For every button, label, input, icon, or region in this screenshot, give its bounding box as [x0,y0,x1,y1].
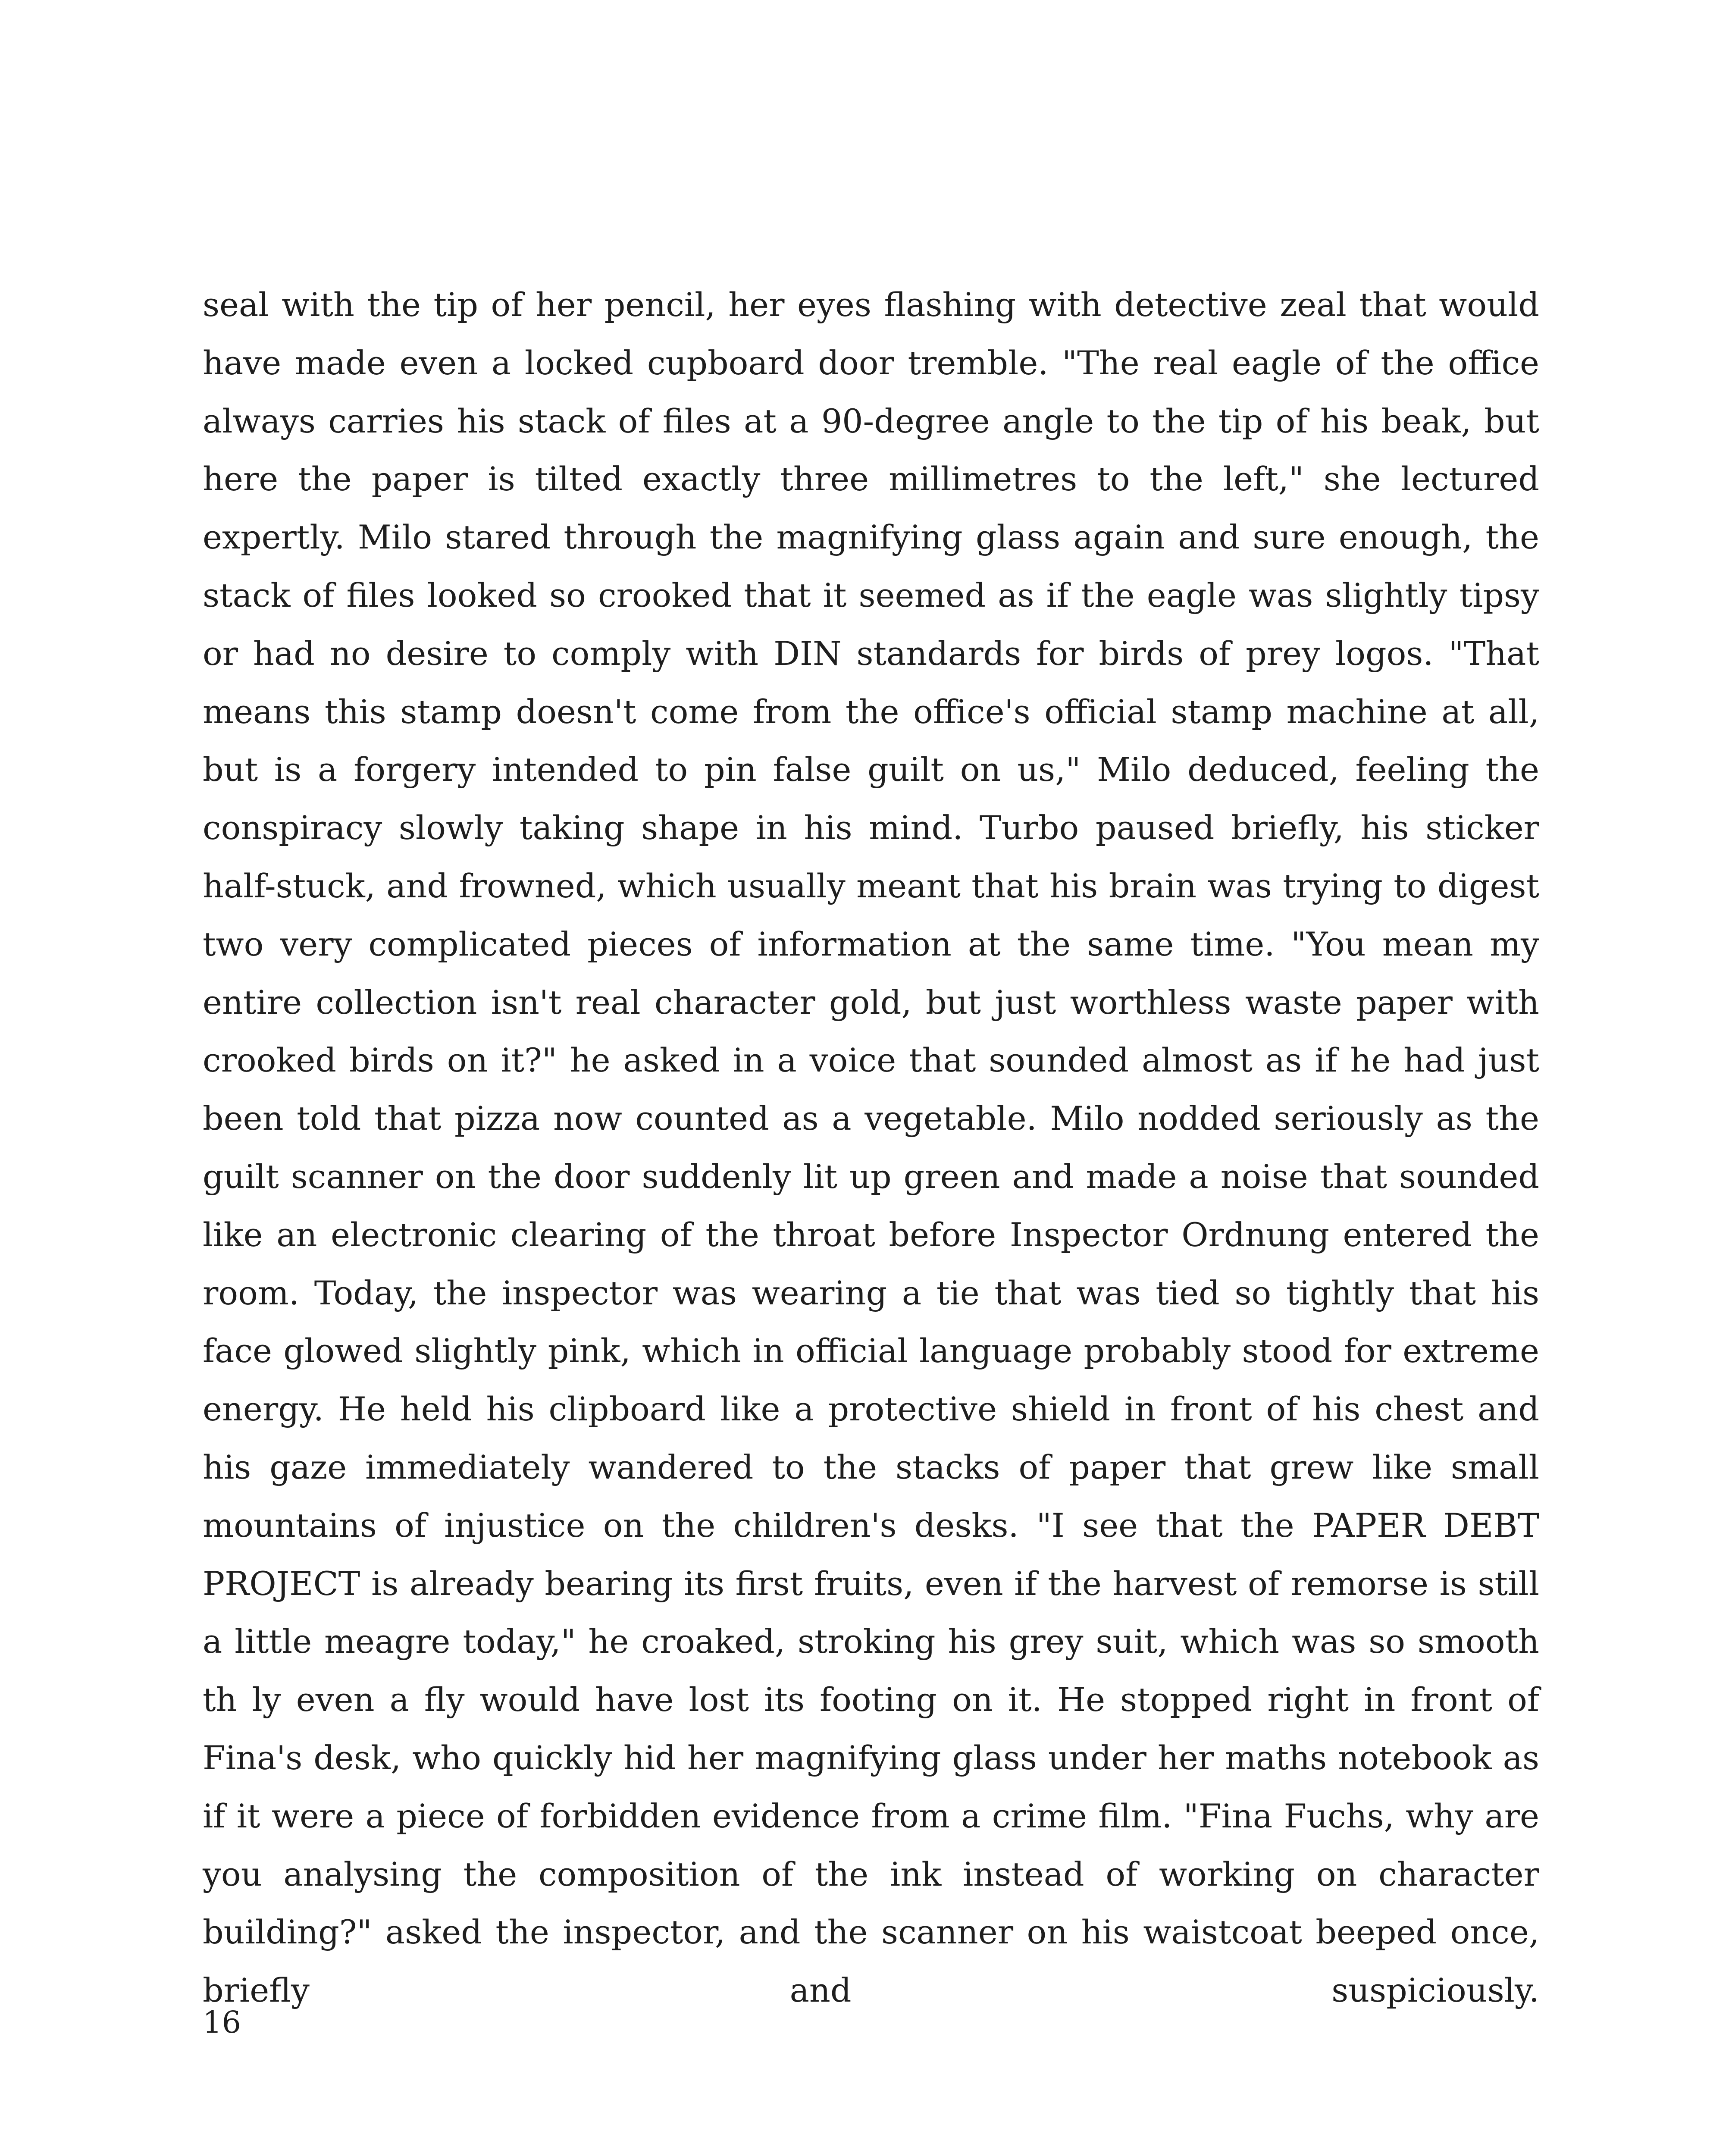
page-number: 16 [203,2005,241,2040]
body-paragraph: seal with the tip of her pencil, her eyes flashing with detective zeal that would have made even a locked cupboard door tremble. "The real eagle of the office always carries his stack of files at a 90-degree angle to the tip of his beak, but here the paper is tilted exactly three millimetres to the left," she lectured expertly. Milo stared through the magnifying glass again and sure enough, the stack of files looked so crooked that it seemed as if the eagle was slightly tipsy or had no desire to comply with DIN standards for birds of prey logos. "That means this stamp doesn't come from the office's official stamp machine at all, but is a forgery intended to pin false guilt on us," Milo deduced, feeling the conspiracy slowly taking shape in his mind. Turbo paused briefly, his sticker half-stuck, and frowned, which usually meant that his brain was trying to digest two very complicated pieces of information at the same time. "You mean my entire collection isn't real character gold, but just worthless waste paper with crooked birds on it?" he asked in a voice that sounded almost as if he had just been told that pizza now counted as a vegetable. Milo nodded seriously as the guilt scanner on the door suddenly lit up green and made a noise that sounded like an electronic clearing of the throat before Inspector Ordnung entered the room. Today, the inspector was wearing a tie that was tied so tightly that his face glowed slightly pink, which in official language probably stood for extreme energy. He held his clipboard like a protective shield in front of his chest and his gaze immediately wandered to the stacks of paper that grew like small mountains of injustice on the children's desks. "I see that the PAPER DEBT PROJECT is already bearing its first fruits, even if the harvest of remorse is still a little meagre today," he croaked, stroking his grey suit, which was so smooth th ly even a fly would have lost its footing on it. He stopped right in front of Fina's desk, who quickly hid her magnifying glass under her maths notebook as if it were a piece of forbidden evidence from a crime film. "Fina Fuchs, why are you analysing the composition of the ink instead of working on character building?" asked the inspector, and the scanner on his waistcoat beeped once, briefly and suspiciously. [203,285,1539,2010]
